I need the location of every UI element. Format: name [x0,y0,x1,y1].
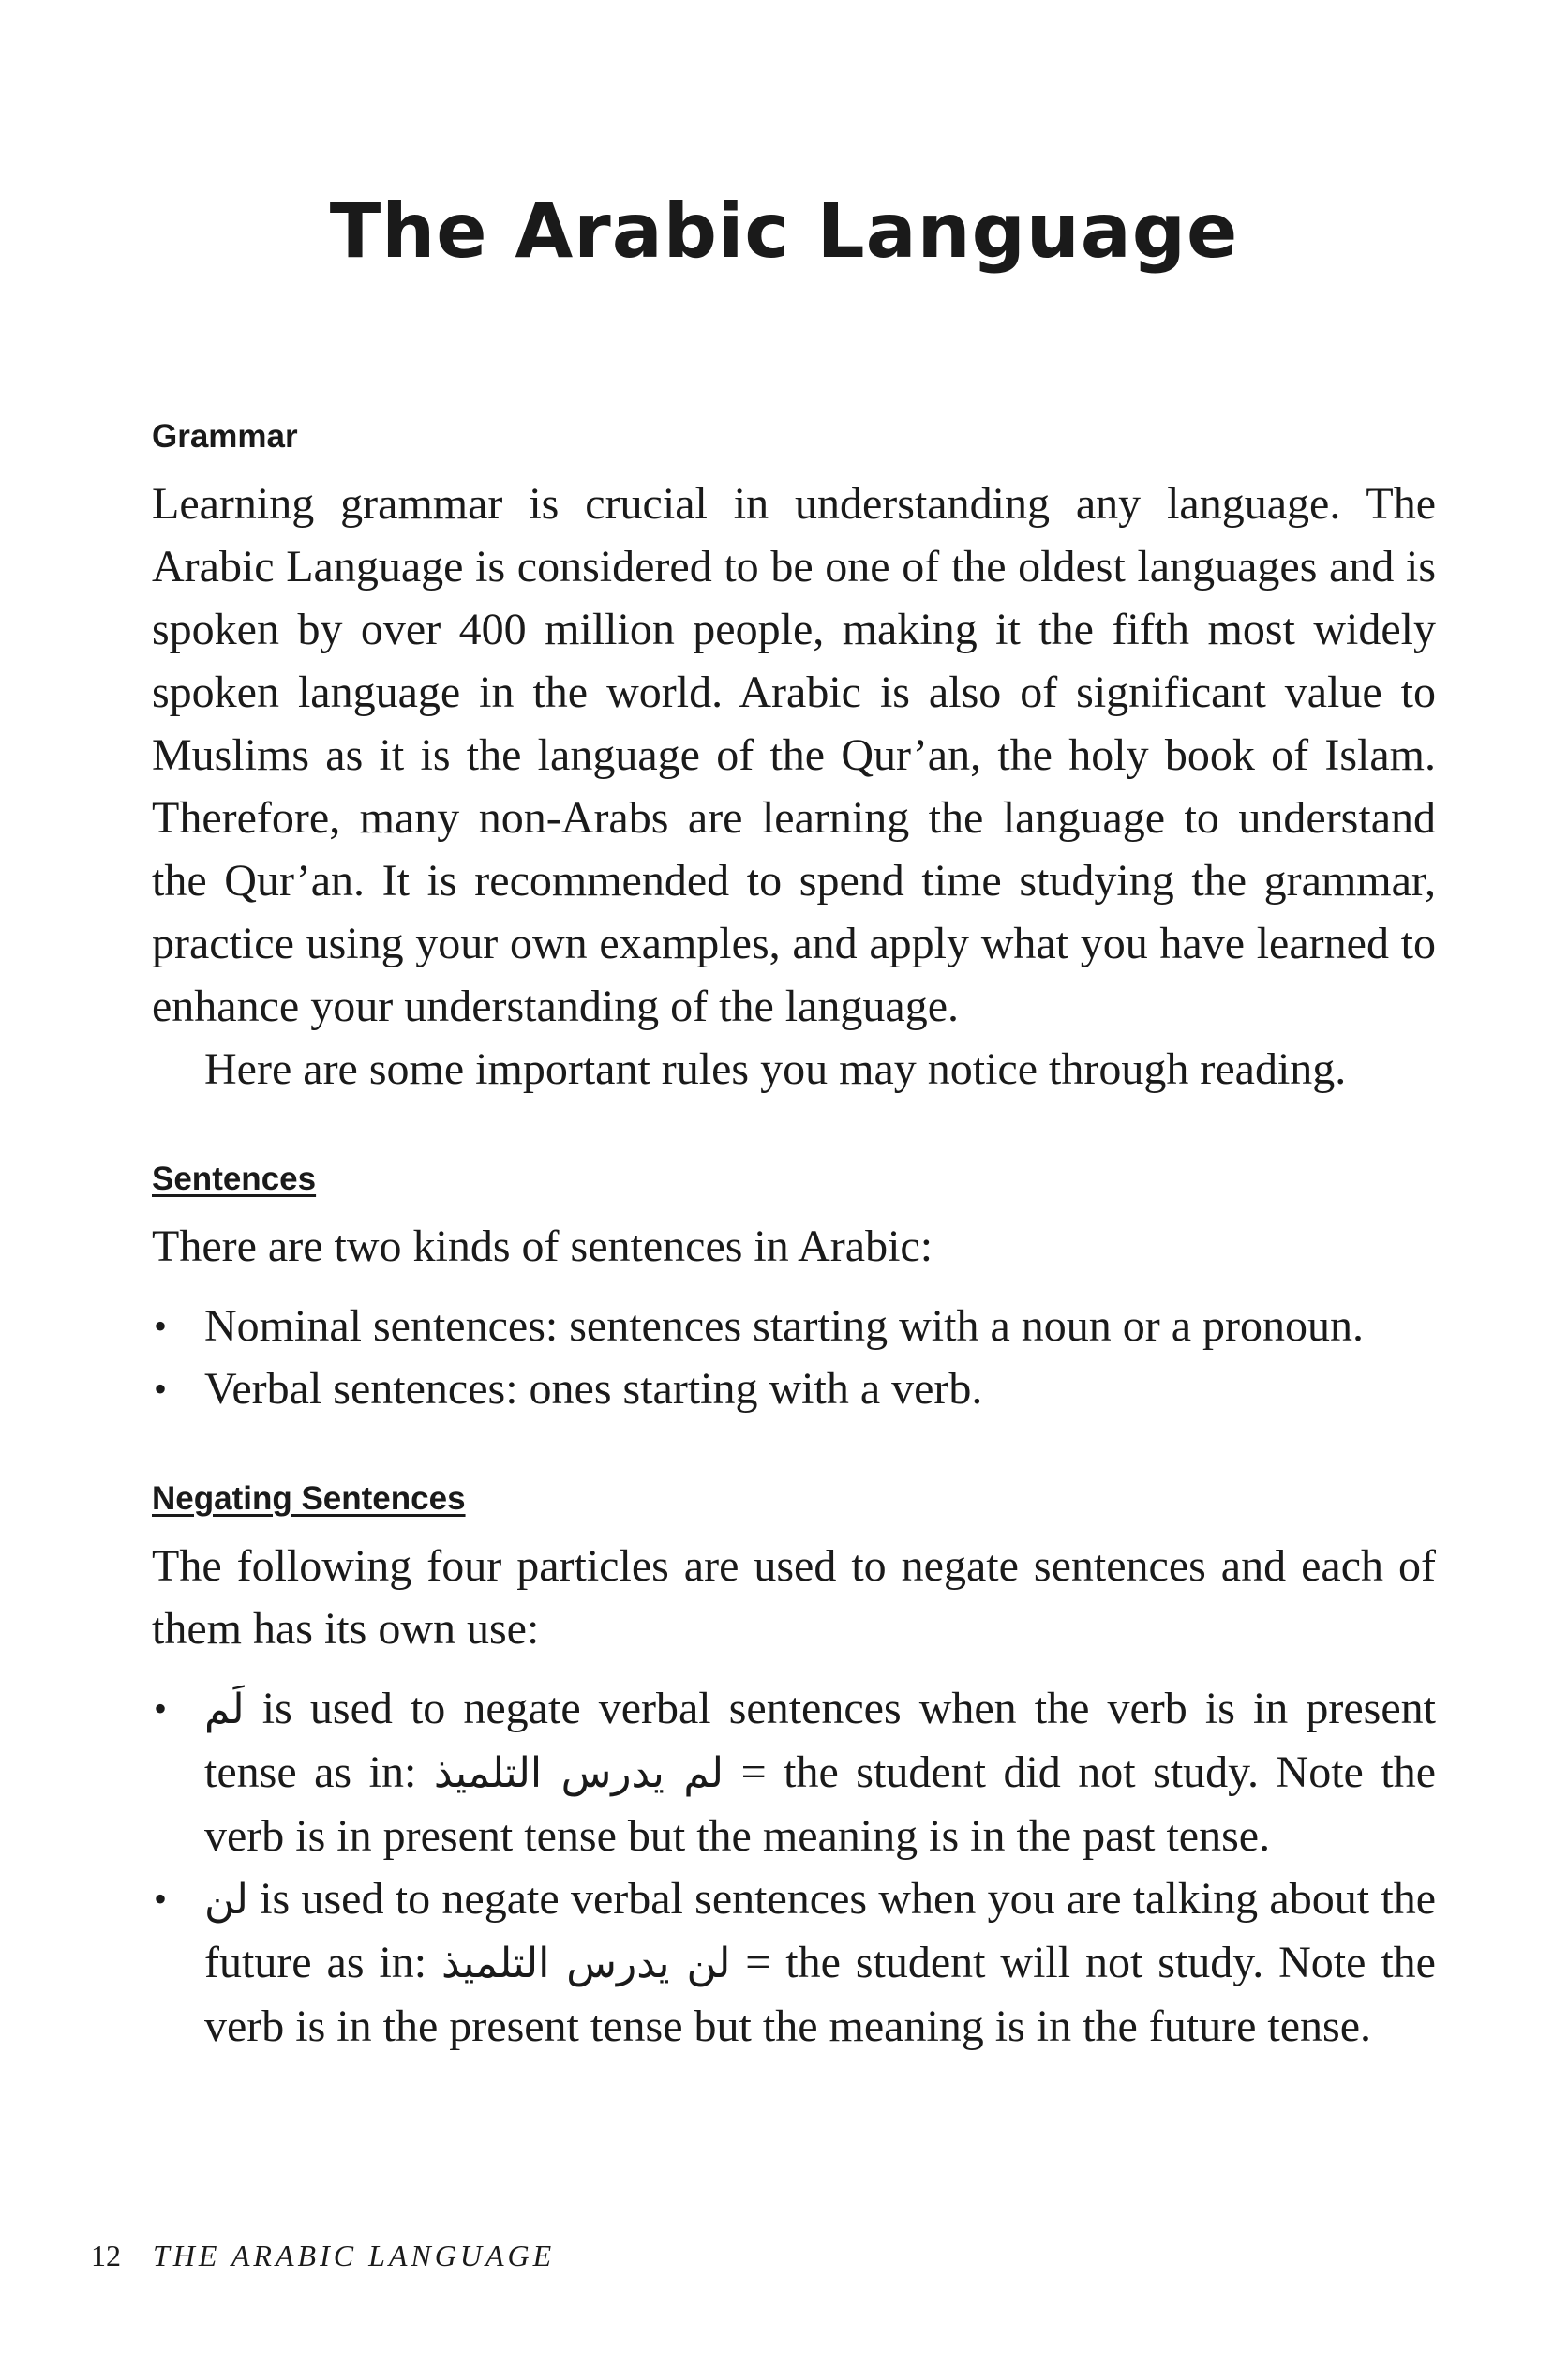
sentences-list [152,1295,1436,1420]
negating-heading: Negating Sentences [152,1480,466,1517]
arabic-example: لم يدرس التلميذ [433,1749,724,1797]
bullet-icon: • [154,1687,168,1730]
grammar-paragraph: Learning grammar is crucial in understanding any language. The Arabic Language is considered to be one of the oldest languages and is spoken by over 400 million people, making it the fifth most widely spoken language in the world. Arabic is also of significant value to Muslims as it is the language of the Qur’an, the holy book of Islam. Therefore, many non-Arabs are learning the language to understand the Qur’an. It is recommended to spend time studying the grammar, practice using your own examples, and apply what you have learned to enhance your understanding of the language. [152,479,1436,1031]
arabic-particle: لن [204,1876,248,1924]
arabic-example: لن يدرس التلميذ [441,1940,731,1987]
list-item [152,1867,1436,2058]
page-title: The Arabic Language [329,187,1239,275]
list-item [152,1357,1436,1420]
page-footer [91,2239,555,2273]
grammar-followup: Here are some important rules you may notice through reading. [204,1044,1347,1094]
list-item [152,1677,1436,1867]
running-title: THE ARABIC LANGUAGE [153,2239,556,2272]
bullet-text: Nominal sentences: sentences starting with a noun or a pronoun. [204,1301,1365,1351]
bullet-text: = the student will not study. Note the verb is in the present tense but the meaning is in the future tense. [204,1938,1436,2051]
bullet-icon: • [154,1305,168,1347]
negating-list [152,1677,1436,2058]
negating-intro: The following four particles are used to negate sentences and each of them has its own use: [152,1541,1436,1654]
grammar-heading: Grammar [152,418,298,455]
page-number: 12 [91,2239,121,2272]
bullet-text: is used to negate verbal sentences when the verb is in present tense as in: [204,1684,1436,1797]
arabic-particle: لَم [204,1686,245,1733]
page-content [152,412,1436,2058]
bullet-text: is used to negate verbal sentences when you are talking about the future as in: [204,1874,1436,1987]
bullet-icon: • [154,1878,168,1920]
bullet-text: Verbal sentences: ones starting with a verb. [204,1364,983,1414]
bullet-text: = the student did not study. Note the verb is in present tense but the meaning is in the past tense. [204,1747,1437,1861]
list-item [152,1295,1436,1357]
sentences-heading: Sentences [152,1161,317,1197]
bullet-icon: • [154,1368,168,1410]
sentences-intro: There are two kinds of sentences in Arabic: [152,1221,933,1271]
